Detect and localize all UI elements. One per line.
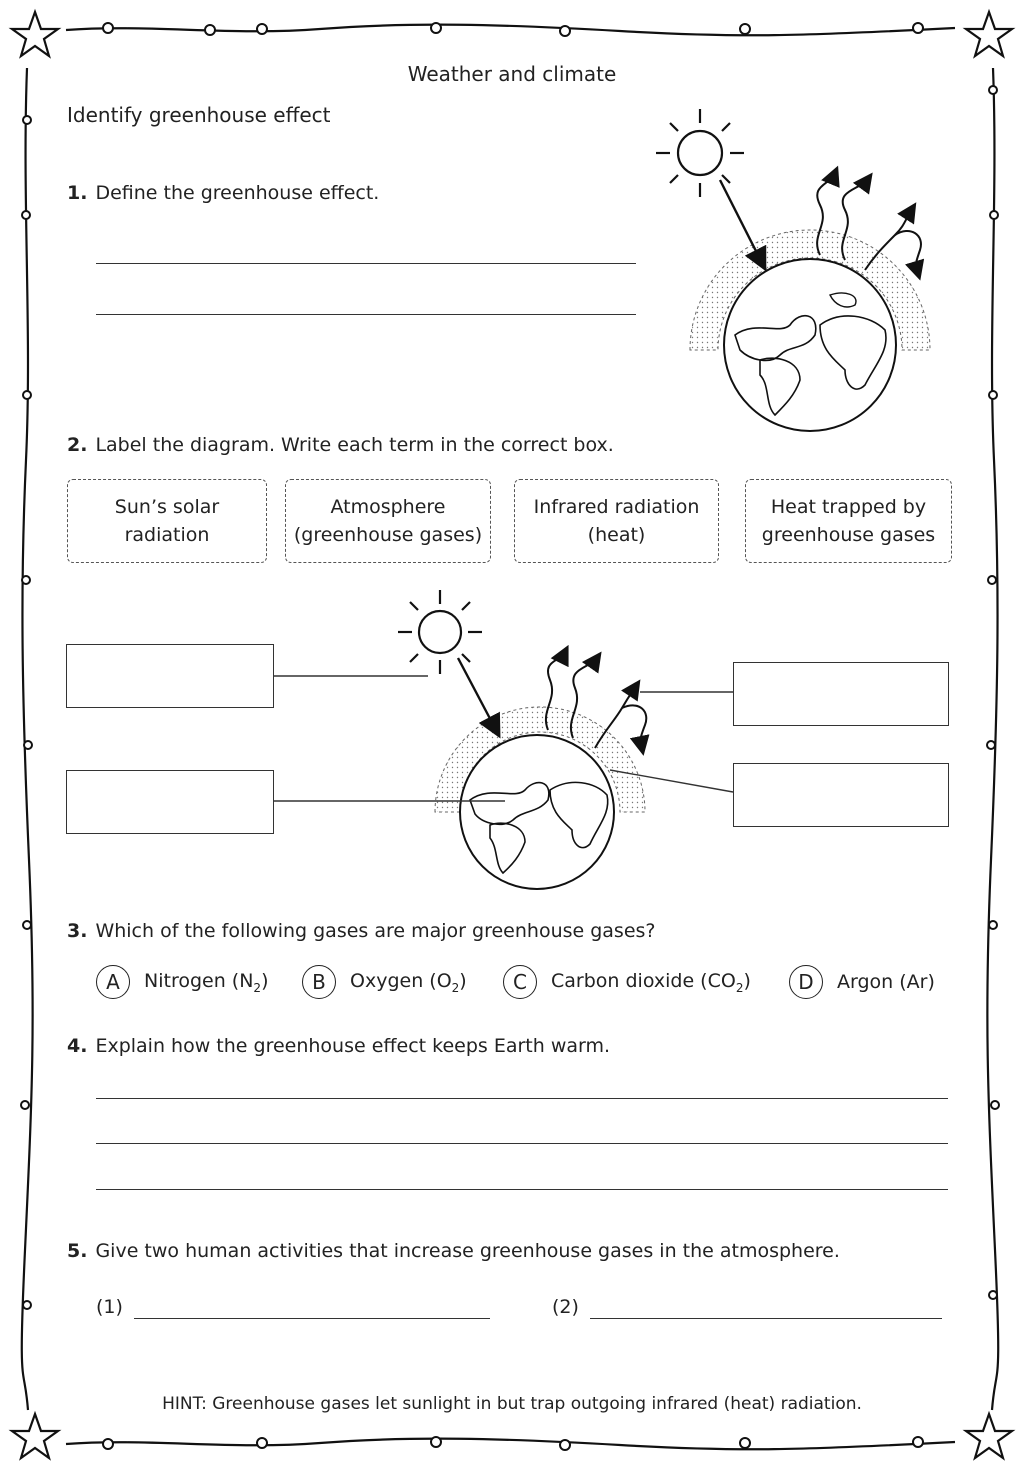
question-5	[67, 1240, 840, 1262]
option-b[interactable]	[302, 965, 467, 999]
option-letter: D	[789, 965, 823, 999]
corner-star-icon	[966, 1414, 1012, 1458]
option-text: Carbon dioxide $(CO_2)$	[551, 969, 751, 995]
term-card-heat-trapped[interactable]: Heat trapped by greenhouse gases	[745, 479, 952, 563]
corner-star-icon	[966, 12, 1012, 56]
option-letter: A	[96, 965, 130, 999]
question-1	[67, 182, 379, 204]
answer-line-1[interactable]	[134, 1318, 490, 1319]
label-diagram	[0, 580, 1024, 900]
blank-1-label: (1)	[96, 1296, 123, 1318]
term-card-atmosphere[interactable]: Atmosphere (greenhouse gases)	[285, 479, 491, 563]
hint-text	[0, 1394, 1024, 1414]
option-letter: C	[503, 965, 537, 999]
question-text: Define the greenhouse effect.	[95, 182, 380, 204]
question-3	[67, 920, 656, 942]
corner-star-icon	[12, 1414, 58, 1458]
question-number: 3.	[67, 920, 88, 942]
question-4	[67, 1035, 610, 1057]
hint-body: Greenhouse gases let sunlight in but trap outgoing infrared (heat) radiation.	[206, 1394, 862, 1414]
question-number: 1.	[67, 182, 88, 204]
corner-star-icon	[12, 12, 58, 56]
sun-icon	[656, 109, 744, 197]
answer-line[interactable]	[96, 263, 636, 264]
hint-label: HINT:	[162, 1394, 207, 1414]
sun-icon	[398, 590, 482, 674]
option-c[interactable]	[503, 965, 751, 999]
page-title: Weather and climate	[407, 62, 617, 86]
question-2	[67, 434, 614, 456]
question-number: 2.	[67, 434, 88, 456]
label-answer-box[interactable]	[66, 644, 274, 708]
label-answer-box[interactable]	[733, 763, 949, 827]
option-text: Nitrogen $(N_2)$	[144, 969, 269, 995]
question-number: 4.	[67, 1035, 88, 1057]
label-answer-box[interactable]	[66, 770, 274, 834]
option-d[interactable]	[789, 965, 935, 999]
answer-line[interactable]	[96, 1143, 948, 1144]
option-a[interactable]	[96, 965, 268, 999]
label-answer-box[interactable]	[733, 662, 949, 726]
option-text: Oxygen $(O_2)$	[350, 969, 467, 995]
question-text: Which of the following gases are major greenhouse gases?	[95, 920, 656, 942]
question-text: Give two human activities that increase greenhouse gases in the atmosphere.	[95, 1240, 840, 1262]
blank-2-label: (2)	[552, 1296, 579, 1318]
worksheet-subtitle: Identify greenhouse effect	[67, 103, 331, 127]
greenhouse-illustration	[640, 95, 970, 435]
option-text: Argon (Ar)	[837, 971, 935, 993]
earth-icon	[460, 735, 614, 889]
answer-line[interactable]	[96, 1189, 948, 1190]
question-number: 5.	[67, 1240, 88, 1262]
earth-icon	[724, 259, 896, 431]
term-card-infrared-radiation[interactable]: Infrared radiation (heat)	[514, 479, 719, 563]
answer-line-2[interactable]	[590, 1318, 942, 1319]
question-text: Label the diagram. Write each term in the correct box.	[95, 434, 614, 456]
term-card-solar-radiation[interactable]: Sun’s solar radiation	[67, 479, 267, 563]
question-text: Explain how the greenhouse effect keeps Earth warm.	[95, 1035, 611, 1057]
answer-line[interactable]	[96, 314, 636, 315]
answer-line[interactable]	[96, 1098, 948, 1099]
option-letter: B	[302, 965, 336, 999]
